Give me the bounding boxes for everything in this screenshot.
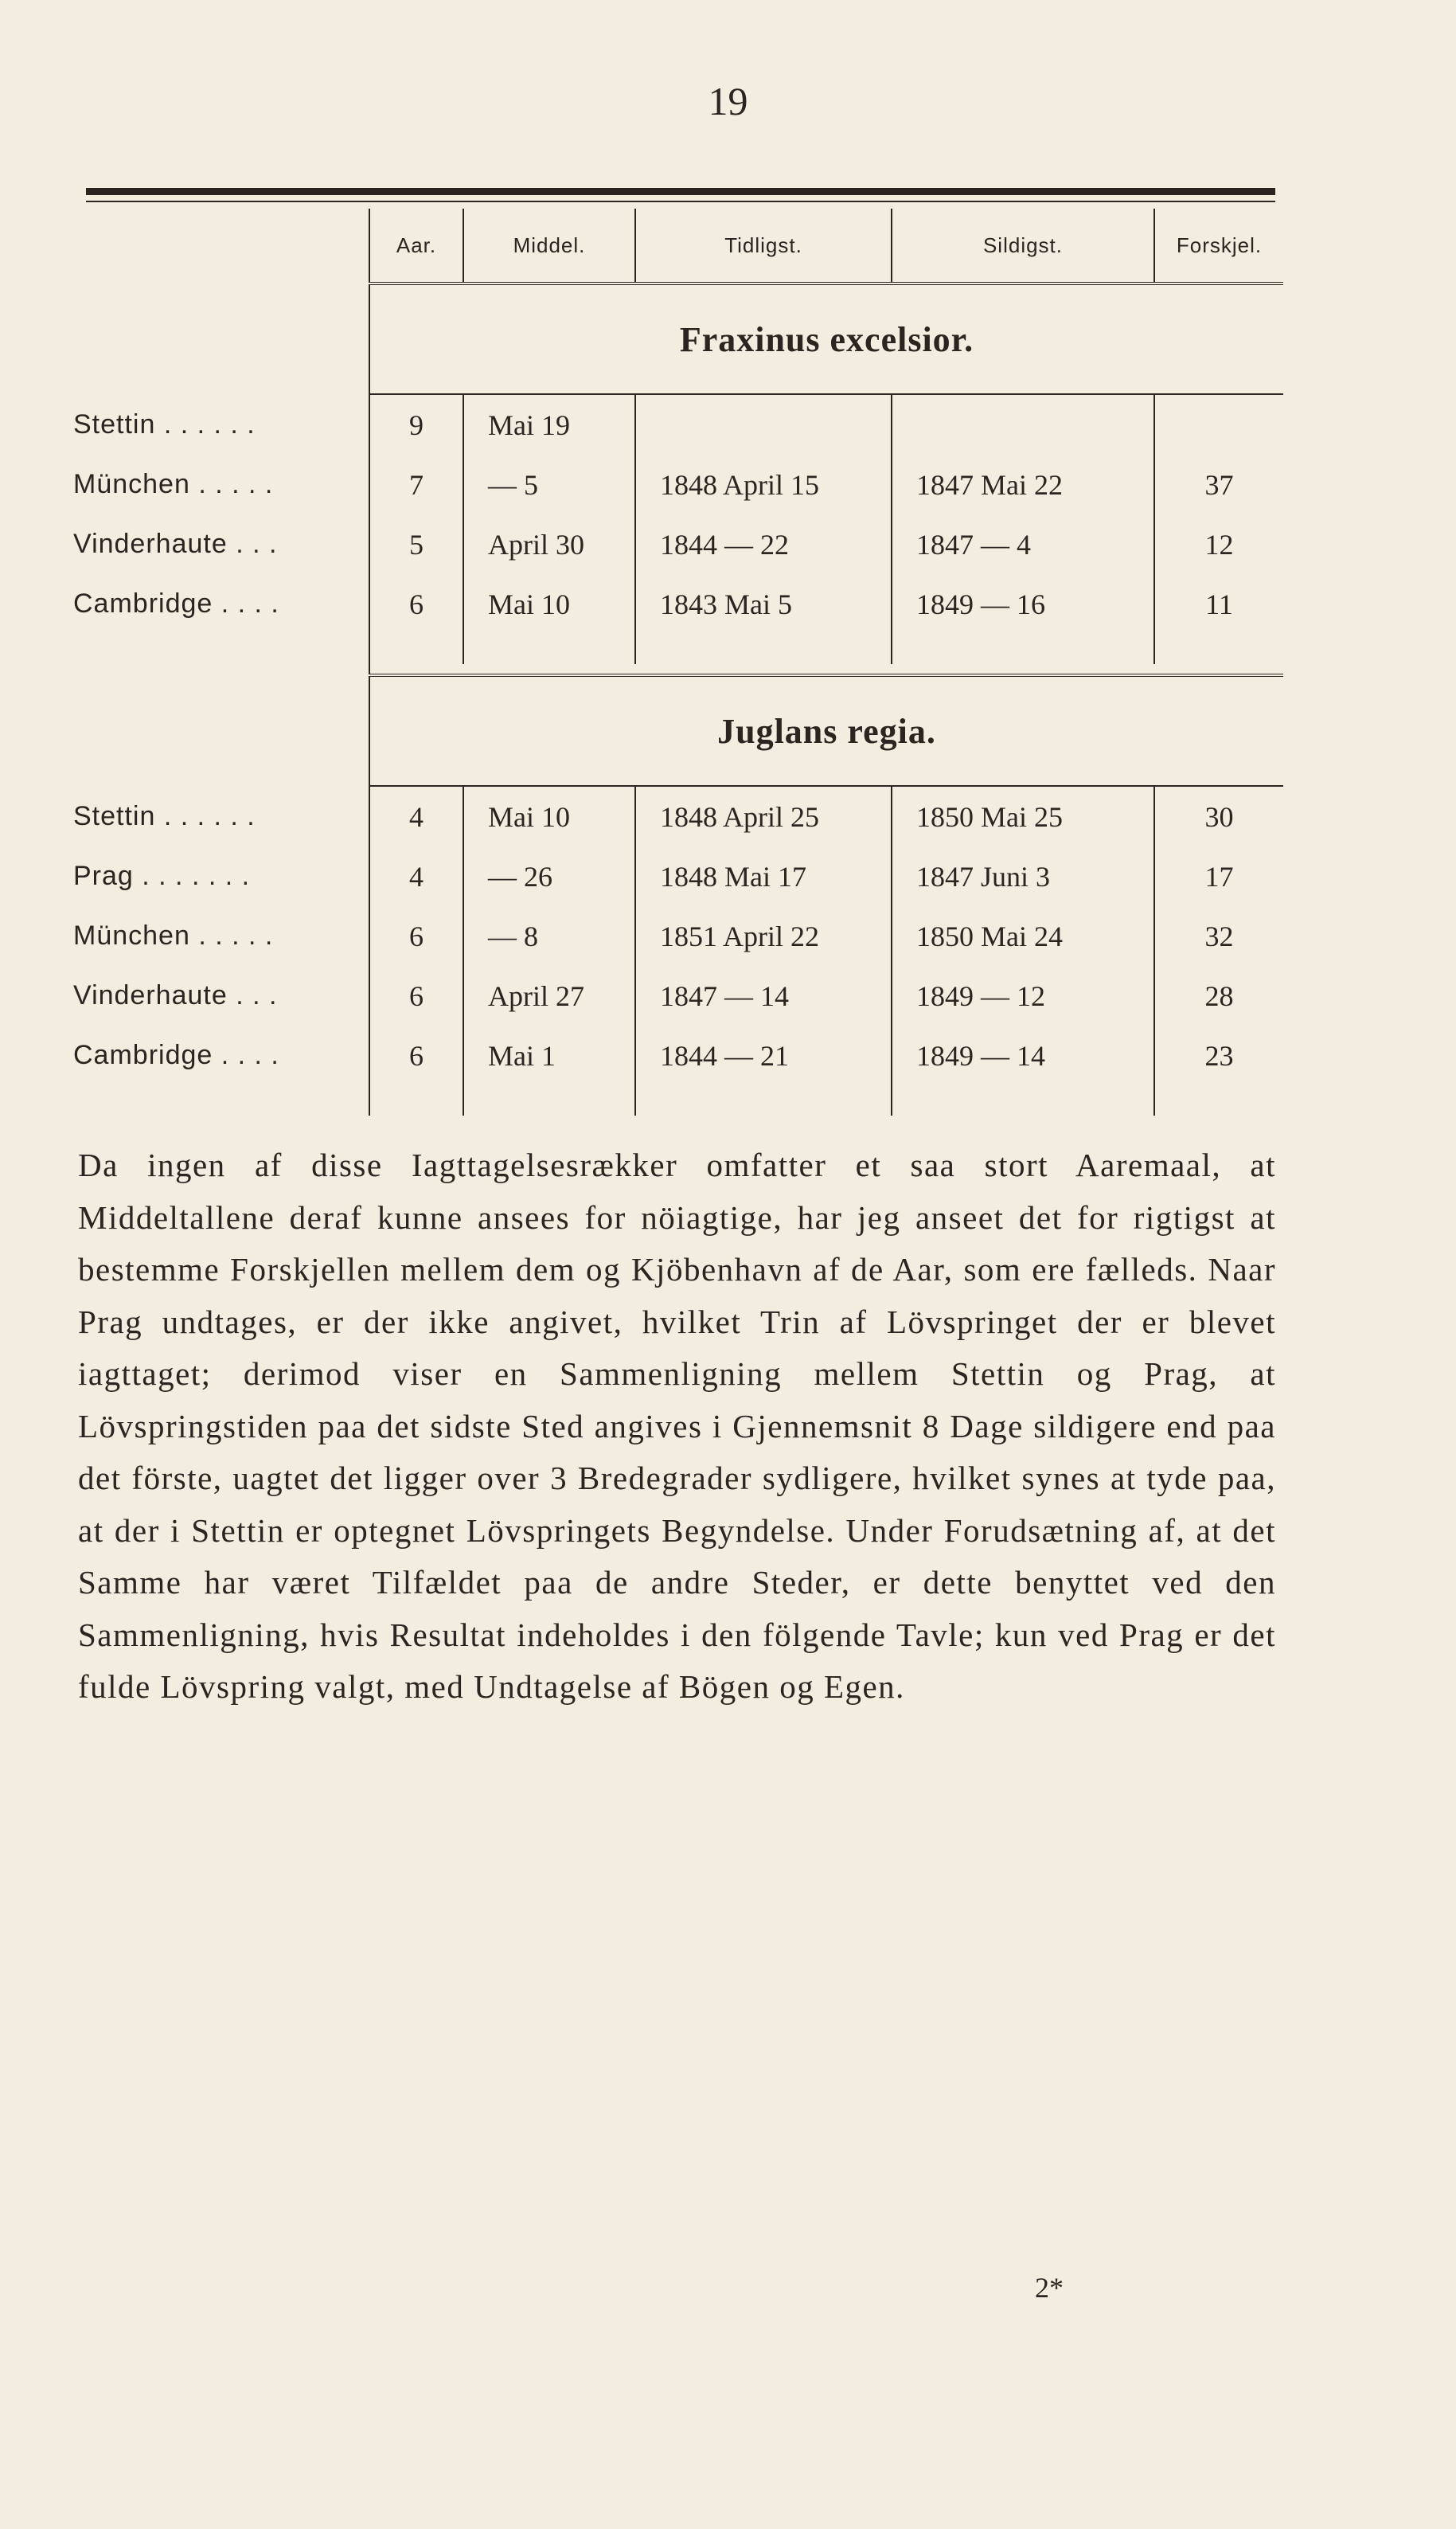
- place-name: Stettin . . . . . .: [73, 408, 256, 440]
- sildigst-value: 1850 Mai 24: [892, 906, 1154, 966]
- middel-value: April 30: [463, 514, 635, 574]
- forskjel-value: [1154, 394, 1283, 455]
- forskjel-value: 17: [1154, 846, 1283, 906]
- place-name: München . . . . .: [73, 469, 274, 499]
- aar-value: 5: [369, 514, 463, 574]
- forskjel-value: 23: [1154, 1026, 1283, 1085]
- header-forskjel: Forskjel.: [1154, 209, 1283, 283]
- tidligst-value: 1848 April 15: [635, 455, 892, 514]
- aar-value: 6: [369, 906, 463, 966]
- tidligst-value: 1851 April 22: [635, 906, 892, 966]
- forskjel-value: 32: [1154, 906, 1283, 966]
- sildigst-value: 1847 Juni 3: [892, 846, 1154, 906]
- page-number: 19: [708, 79, 748, 123]
- middel-value: Mai 1: [463, 1026, 635, 1085]
- aar-value: 9: [369, 394, 463, 455]
- middel-value: Mai 10: [463, 786, 635, 846]
- aar-value: 7: [369, 455, 463, 514]
- place-name: Vinderhaute . . .: [73, 980, 278, 1010]
- sildigst-value: 1849 — 12: [892, 966, 1154, 1026]
- tidligst-value: 1844 — 22: [635, 514, 892, 574]
- forskjel-value: 37: [1154, 455, 1283, 514]
- body-paragraph: Da ingen af disse Iagttagelsesrækker omfatter et saa stort Aaremaal, at Middeltallene deraf kunne ansees for nöiagtige, har jeg anseet det for rigtigst at bestemme Forskjellen mellem dem og Kjöbenhavn af de Aar, som ere fælleds. Naar Prag undtages, er der ikke angivet, hvilket Trin af Lövspringet der er blevet iagttaget; derimod viser en Sammenligning mellem Stettin og Prag, at Lövspringstiden paa det sidste Sted angives i Gjennemsnit 8 Dage sildigere end paa det förste, uagtet det ligger over 3 Bredegrader sydligere, hvilket synes at tyde paa, at der i Stettin er optegnet Lövspringets Begyndelse. Under Forudsætning af, at det Samme har været Tilfældet paa de andre Steder, er dette benyttet ved den Sammenligning, hvis Resultat indeholdes i den fölgende Tavle; kun ved Prag er det fulde Lövspring valgt, med Undtagelse af Bögen og Egen.: [78, 1147, 1276, 1705]
- table-row: [73, 1026, 1283, 1085]
- top-rule: [86, 188, 1275, 195]
- aar-value: 6: [369, 574, 463, 634]
- forskjel-value: 30: [1154, 786, 1283, 846]
- table-row: [73, 786, 1283, 846]
- tidligst-value: [635, 394, 892, 455]
- place-name: München . . . . .: [73, 921, 274, 951]
- header-sildigst: Sildigst.: [892, 209, 1154, 283]
- table-row: [73, 394, 1283, 455]
- top-rule-thin: [86, 201, 1275, 202]
- place-name: Stettin . . . . . .: [73, 800, 256, 831]
- table-row: [73, 574, 1283, 634]
- tidligst-value: 1844 — 21: [635, 1026, 892, 1085]
- place-name: Prag . . . . . . .: [73, 861, 251, 891]
- sildigst-value: 1847 — 4: [892, 514, 1154, 574]
- middel-value: April 27: [463, 966, 635, 1026]
- table-row: [73, 514, 1283, 574]
- aar-value: 4: [369, 846, 463, 906]
- sildigst-value: 1849 — 16: [892, 574, 1154, 634]
- tidligst-value: 1843 Mai 5: [635, 574, 892, 634]
- observation-table: [73, 209, 1283, 1116]
- middel-value: — 8: [463, 906, 635, 966]
- section-divider: [369, 664, 1283, 675]
- signature-mark: 2*: [1035, 2272, 1064, 2304]
- aar-value: 4: [369, 786, 463, 846]
- table-row: [73, 846, 1283, 906]
- aar-value: 6: [369, 966, 463, 1026]
- species-title: Fraxinus excelsior.: [369, 283, 1283, 394]
- header-aar: Aar.: [369, 209, 463, 283]
- middel-value: — 26: [463, 846, 635, 906]
- table-row: [73, 455, 1283, 514]
- middel-value: — 5: [463, 455, 635, 514]
- species-title: Juglans regia.: [369, 675, 1283, 786]
- place-name: Cambridge . . . .: [73, 588, 279, 619]
- tidligst-value: 1847 — 14: [635, 966, 892, 1026]
- header-middel: Middel.: [463, 209, 635, 283]
- forskjel-value: 28: [1154, 966, 1283, 1026]
- forskjel-value: 12: [1154, 514, 1283, 574]
- forskjel-value: 11: [1154, 574, 1283, 634]
- sildigst-value: [892, 394, 1154, 455]
- middel-value: Mai 19: [463, 394, 635, 455]
- sildigst-value: 1850 Mai 25: [892, 786, 1154, 846]
- header-tidligst: Tidligst.: [635, 209, 892, 283]
- tidligst-value: 1848 Mai 17: [635, 846, 892, 906]
- table-row: [73, 966, 1283, 1026]
- sildigst-value: 1849 — 14: [892, 1026, 1154, 1085]
- sildigst-value: 1847 Mai 22: [892, 455, 1154, 514]
- place-name: Vinderhaute . . .: [73, 529, 278, 559]
- aar-value: 6: [369, 1026, 463, 1085]
- tidligst-value: 1848 April 25: [635, 786, 892, 846]
- place-name: Cambridge . . . .: [73, 1040, 279, 1070]
- middel-value: Mai 10: [463, 574, 635, 634]
- table-row: [73, 906, 1283, 966]
